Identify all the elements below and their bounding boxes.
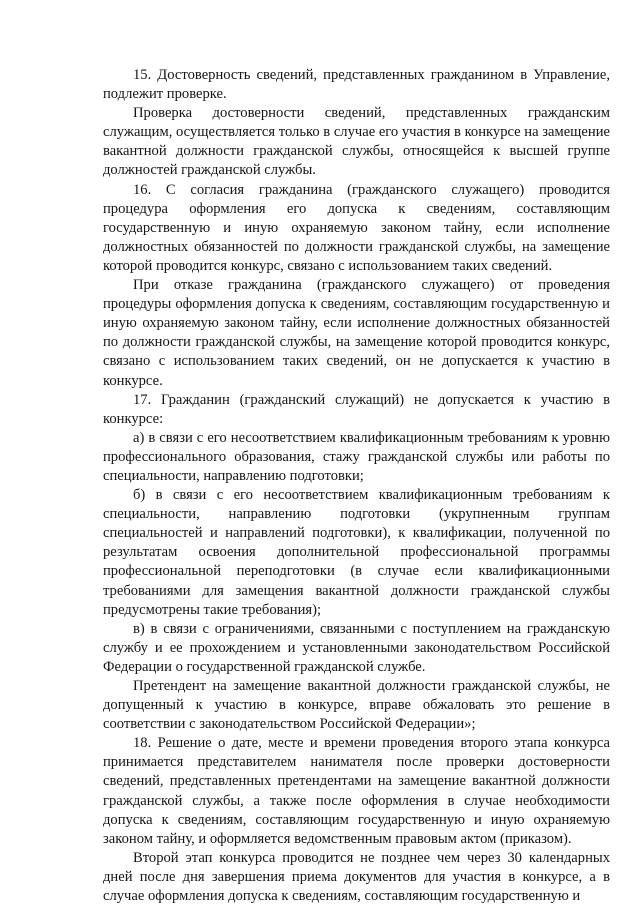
document-body: [103, 66, 610, 906]
paragraph-16: 16. С согласия гражданина (гражданского служащего) проводится процедура оформления его допуска к сведениям, составляющим государственную и иную охраняемую законом тайну, если исполнение должностных обязанностей по должности гражданской службы, на замещение которой проводится конкурс, связано с использованием таких сведений.: [103, 181, 610, 274]
paragraph-17-appeal: Претендент на замещение вакантной должности гражданской службы, не допущенный к участию в конкурсе, вправе обжаловать это решение в соответствии с законодательством Российской Федерации»;: [103, 678, 610, 733]
paragraph-17: 17. Гражданин (гражданский служащий) не допускается к участию в конкурсе:: [103, 391, 610, 427]
paragraph-18-second-stage: Второй этап конкурса проводится не позднее чем через 30 календарных дней после дня завершения приема документов для участия в конкурсе, а в случае оформления допуска к сведениям, составляющим государственную и: [103, 849, 610, 905]
paragraph-18: 18. Решение о дате, месте и времени проведения второго этапа конкурса принимается представителем нанимателя после проверки достоверности сведений, представленных претендентами на замещение вакантной должности гражданской службы, а также после оформления в случае необходимости допуска к сведениям, составляющим государственную и иную охраняемую законом тайну, и оформляется ведомственным правовым актом (приказом).: [103, 735, 610, 847]
paragraph-16-refusal: При отказе гражданина (гражданского служащего) от проведения процедуры оформления допуска к сведениям, составляющим государственную и иную охраняемую законом тайну, если исполнение должностных обязанностей по должности гражданской службы, на замещение которой проводится конкурс, связано с использованием таких сведений, он не допускается к участию в конкурсе.: [103, 277, 610, 389]
paragraph-15-verification: Проверка достоверности сведений, представленных гражданским служащим, осуществляется только в случае его участия в конкурсе на замещение вакантной должности гражданской службы, относящейся к высшей группе должностей гражданской службы.: [103, 105, 610, 179]
paragraph-17-item-b: б) в связи с его несоответствием квалификационным требованиям к специальности, направлению подготовки (укрупненным группам специальностей и направлений подготовки), к квалификации, полученной по результатам освоения дополнительной профессиональной программы профессиональной переподготовки (в случае если квалификационными требованиями для замещения вакантной должности гражданской службы предусмотрены такие требования);: [103, 487, 610, 618]
paragraph-15: 15. Достоверность сведений, представленных гражданином в Управление, подлежит проверке.: [103, 67, 610, 103]
paragraph-17-item-a: а) в связи с его несоответствием квалификационным требованиям к уровню профессионального образования, стажу гражданской службы или работы по специальности, направлению подготовки;: [103, 429, 610, 484]
paragraph-17-item-c: в) в связи с ограничениями, связанными с поступлением на гражданскую службу и ее прохождением и установленными законодательством Российской Федерации о государственной гражданской службе.: [103, 620, 610, 675]
